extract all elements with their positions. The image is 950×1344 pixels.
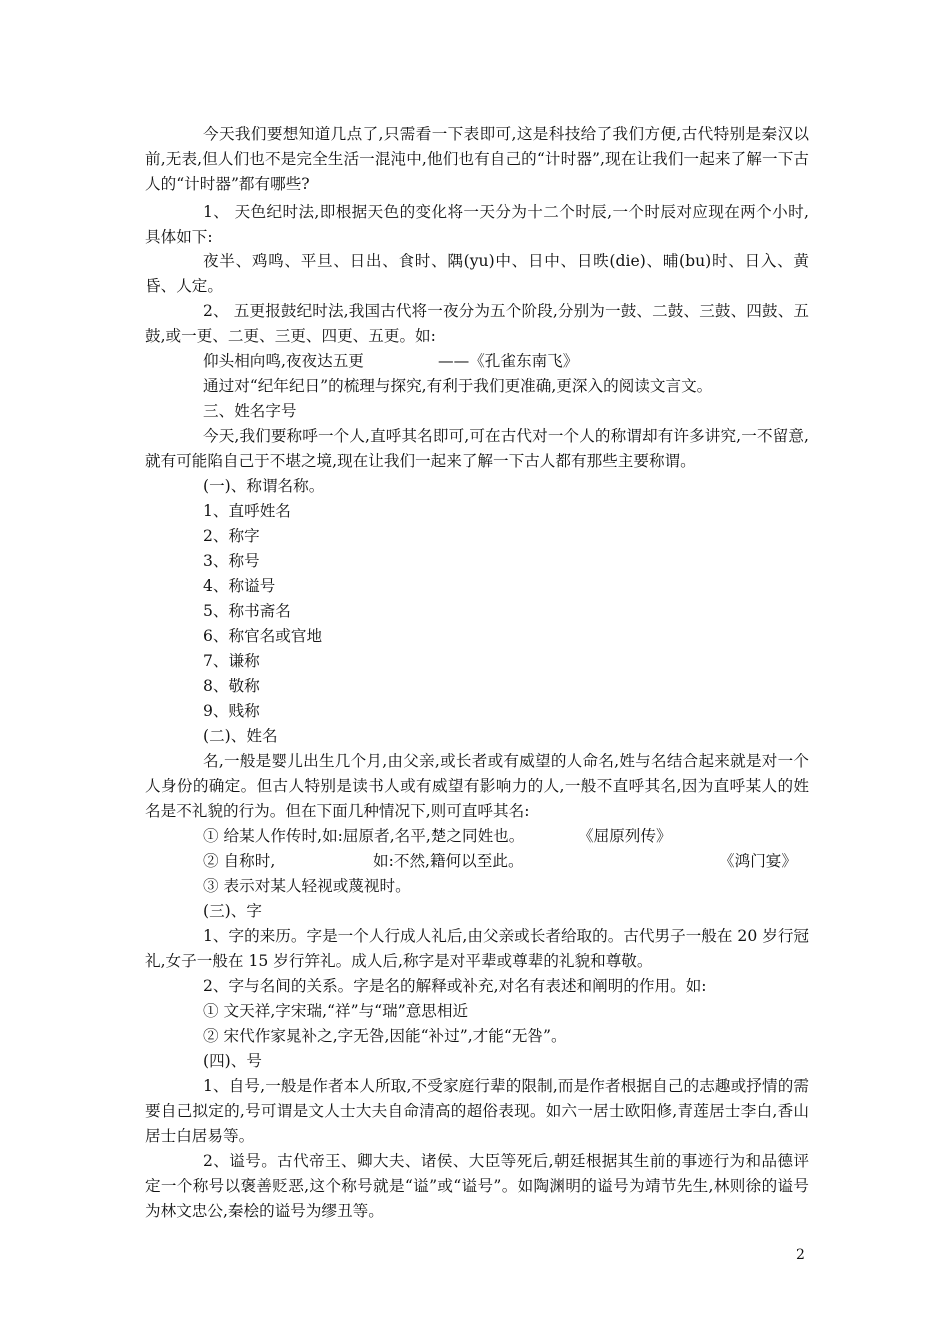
section-heading: 三、姓名字号 xyxy=(203,402,297,420)
list-item: 3、称号 xyxy=(203,552,260,570)
summary-line: 通过对“纪年纪日”的梳理与探究,有利于我们更准确,更深入的阅读文言文。 xyxy=(203,377,713,395)
subheading-4: (四)、号 xyxy=(203,1052,262,1070)
names-intro-paragraph: 今天,我们要称呼一个人,直呼其名即可,可在古代对一个人的称谓却有许多讲究,一不留意,就有可能陷自己于不堪之境,现在让我们一起来了解一下古人都有那些主要称谓。 xyxy=(145,427,809,470)
example-2: ② 宋代作家晁补之,字无咎,因能“补过”,才能“无咎”。 xyxy=(203,1027,567,1045)
list-item: 4、称谥号 xyxy=(203,577,276,595)
zi-relation-line: 2、字与名间的关系。字是名的解释或补充,对名有表述和阐明的作用。如: xyxy=(203,977,707,995)
zi-origin-paragraph: 1、字的来历。字是一个人行成人礼后,由父亲或长者给取的。古代男子一般在 20 岁行冠礼,女子一般在 15 岁行笄礼。成人后,称字是对平辈或尊辈的礼貌和尊敬。 xyxy=(145,927,810,970)
list-item: 6、称官名或官地 xyxy=(203,627,323,645)
case-2-example: 如:不然,籍何以至此。 xyxy=(373,852,524,870)
list-item: 5、称书斋名 xyxy=(203,602,291,620)
case-3: ③ 表示对某人轻视或蔑视时。 xyxy=(203,877,411,895)
subheading-1: (一)、称谓名称。 xyxy=(203,477,325,495)
method-2-paragraph: 2、 五更报鼓纪时法,我国古代将一夜分为五个阶段,分别为一鼓、二鼓、三鼓、四鼓、五鼓,或一更、二更、三更、四更、五更。如: xyxy=(145,302,809,345)
list-item: 1、直呼姓名 xyxy=(203,502,291,520)
subheading-3: (三)、字 xyxy=(203,902,262,920)
list-item: 2、称字 xyxy=(203,527,260,545)
list-item: 8、敬称 xyxy=(203,677,260,695)
page-number: 2 xyxy=(796,1247,805,1263)
quote-source: ——《孔雀东南飞》 xyxy=(438,352,579,370)
case-1: ① 给某人作传时,如:屈原者,名平,楚之同姓也。 xyxy=(203,827,525,845)
quote-line: 仰头相向鸣,夜夜达五更 xyxy=(203,352,364,370)
list-item: 9、贱称 xyxy=(203,702,260,720)
method-1-paragraph: 1、 天色纪时法,即根据天色的变化将一天分为十二个时辰,一个时辰对应现在两个小时,具体如下: xyxy=(145,203,809,246)
example-1: ① 文天祥,字宋瑞,“祥”与“瑞”意思相近 xyxy=(203,1002,469,1020)
posthumous-name-paragraph: 2、谥号。古代帝王、卿大夫、诸侯、大臣等死后,朝廷根据其生前的事迹行为和品德评定一个称号以褒善贬恶,这个称号就是“谥”或“谥号”。如陶渊明的谥号为靖节先生,林则徐的谥号为林文忠公,秦桧的谥号为缪丑等。 xyxy=(145,1152,809,1220)
case-2: ② 自称时, xyxy=(203,852,276,870)
subheading-2: (二)、姓名 xyxy=(203,727,278,745)
self-name-paragraph: 1、自号,一般是作者本人所取,不受家庭行辈的限制,而是作者根据自己的志趣或抒情的需要自己拟定的,号可谓是文人士大夫自命清高的超俗表现。如六一居士欧阳修,青莲居士李白,香山居士白居易等。 xyxy=(145,1077,809,1145)
list-item: 7、谦称 xyxy=(203,652,260,670)
case-1-source: 《屈原列传》 xyxy=(578,827,672,845)
case-2-source: 《鸿门宴》 xyxy=(719,852,797,870)
time-names-paragraph: 夜半、鸡鸣、平旦、日出、食时、隅(yu)中、日中、日昳(die)、晡(bu)时、日入、黄昏、人定。 xyxy=(145,252,809,295)
intro-paragraph: 今天我们要想知道几点了,只需看一下表即可,这是科技给了我们方便,古代特别是秦汉以前,无表,但人们也不是完全生活一混沌中,他们也有自己的“计时器”,现在让我们一起来了解一下古人的“计时器”都有哪些? xyxy=(145,125,809,193)
name-paragraph: 名,一般是婴儿出生几个月,由父亲,或长者或有威望的人命名,姓与名结合起来就是对一个人身份的确定。但古人特别是读书人或有威望有影响力的人,一般不直呼其名,因为直呼某人的姓名是不礼貌的行为。但在下面几种情况下,则可直呼其名: xyxy=(145,752,809,820)
